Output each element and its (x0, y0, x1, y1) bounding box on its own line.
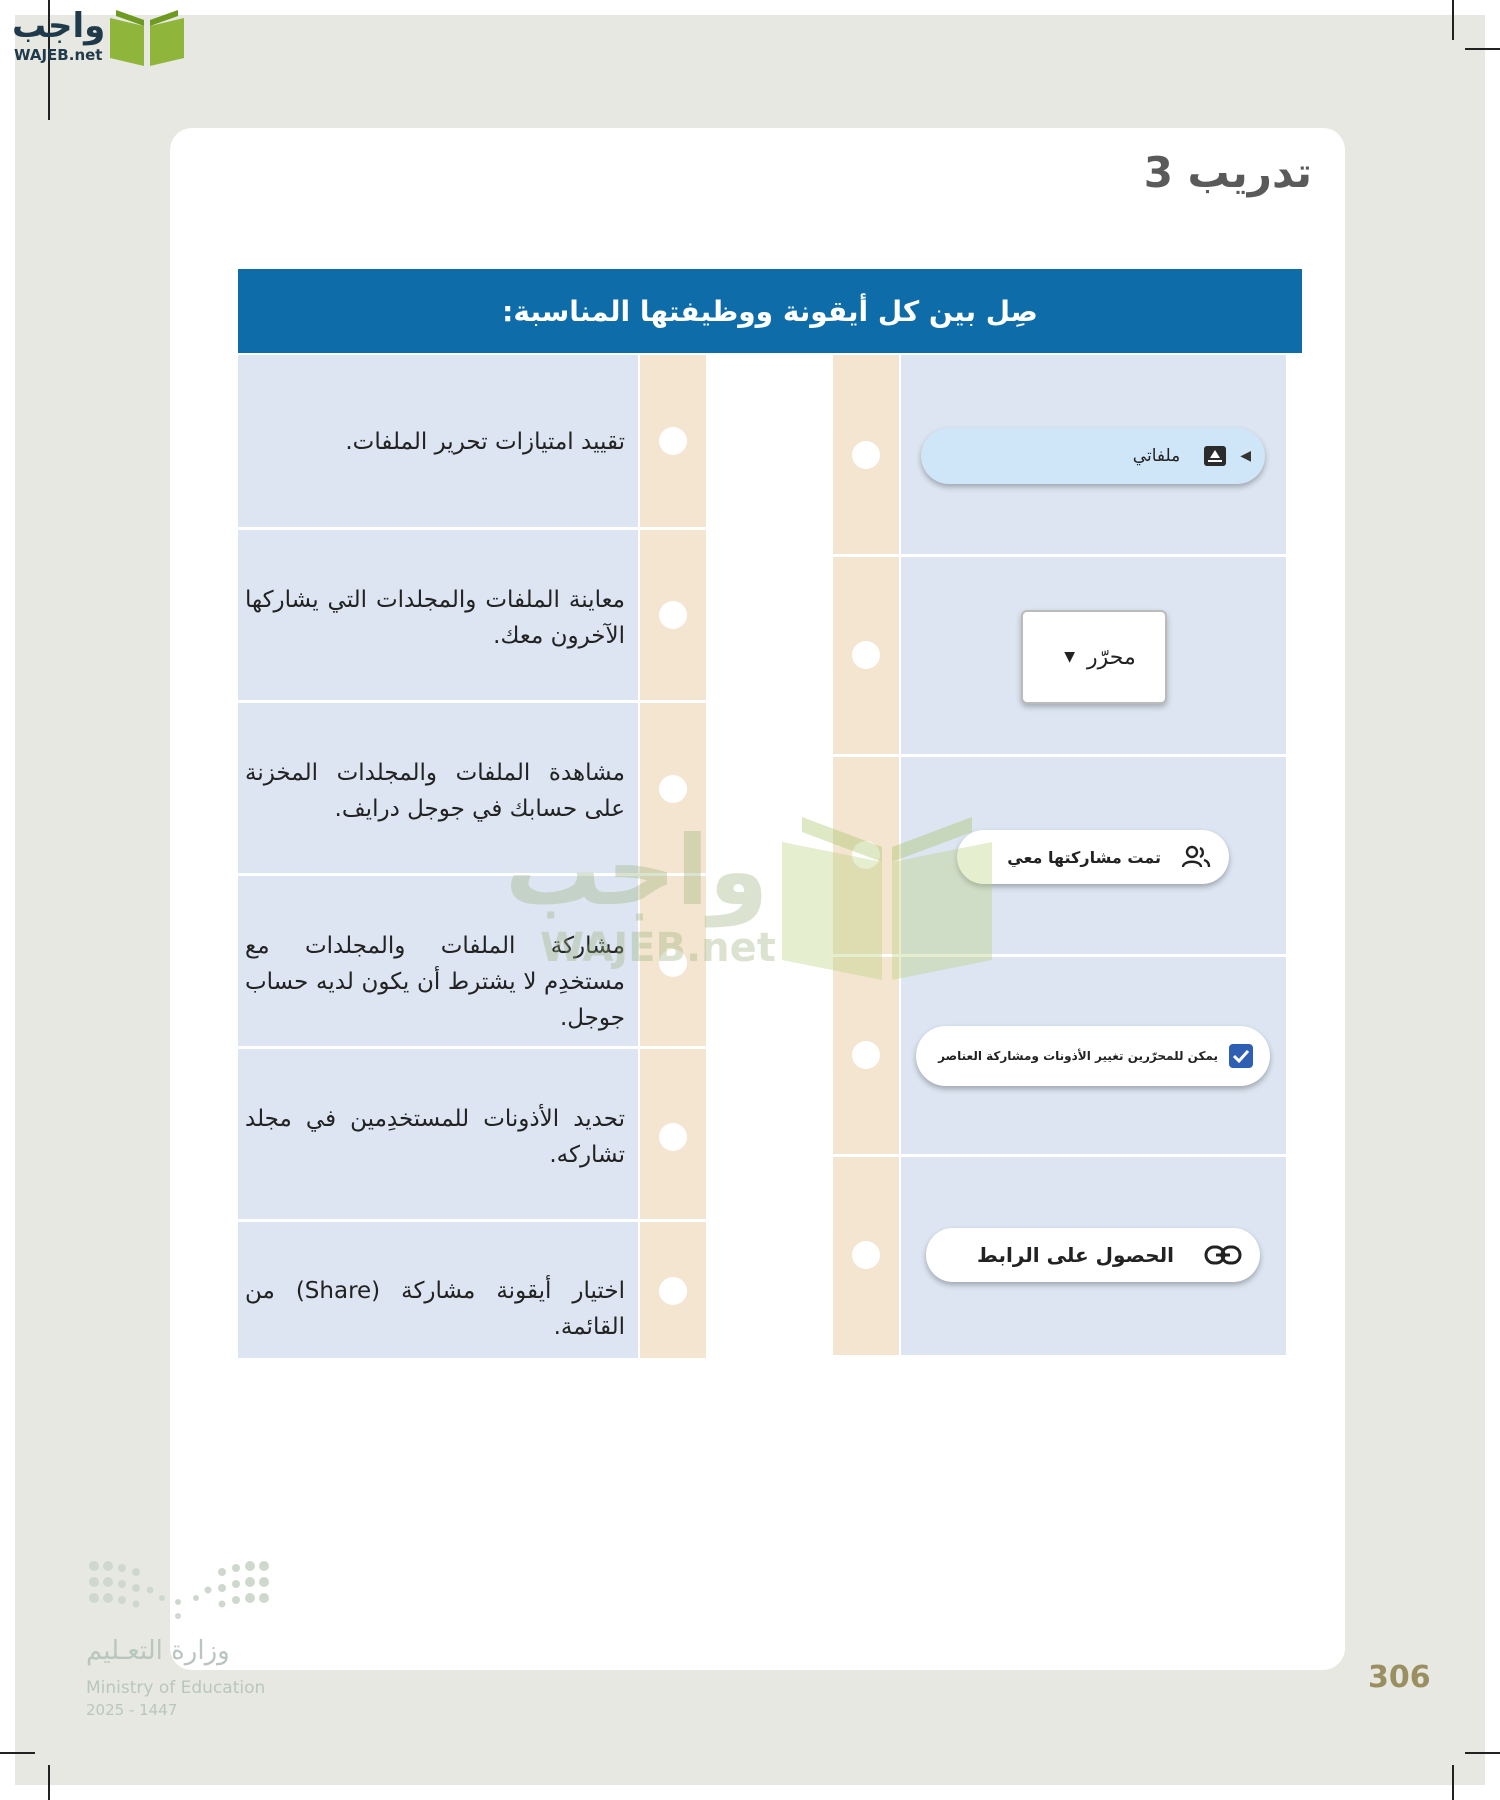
description-shared-preview: معاينة الملفات والمجلدات التي يشاركها الآخرون معك. (245, 587, 625, 649)
row-divider (833, 1154, 1286, 1157)
row-divider (238, 527, 706, 530)
get-link-chip[interactable] (926, 1228, 1260, 1282)
row-divider (833, 554, 1286, 557)
book-logo-icon (106, 8, 188, 68)
row-divider (833, 754, 1286, 757)
instruction-text: صِل بين كل أيقونة ووظيفتها المناسبة: (502, 294, 1038, 328)
crop-mark (1465, 48, 1500, 50)
ministry-english: Ministry of Education (86, 1678, 266, 1698)
my-files-label: ملفاتي (1132, 446, 1181, 466)
exercise-title: تدريب 3 (1143, 148, 1312, 197)
match-dot-right[interactable] (852, 441, 880, 469)
match-dot-left[interactable] (659, 1123, 687, 1151)
logo-latin: WAJEB.net (14, 46, 103, 64)
crop-mark (1465, 1752, 1500, 1754)
editor-label: محرّر (1087, 644, 1136, 670)
caret-down-icon: ▼ (1064, 649, 1076, 665)
crop-mark (1452, 0, 1454, 40)
watermark-book-icon (772, 812, 1002, 982)
description-restrict-edit: تقييد امتيازات تحرير الملفات. (345, 429, 625, 455)
drive-icon (1202, 443, 1228, 469)
checkbox-checked-icon[interactable] (1228, 1043, 1254, 1069)
row-divider (238, 1219, 706, 1222)
site-logo (10, 6, 190, 68)
description-permissions: تحديد الأذونات للمستخدِمين في مجلد تشاركه. (245, 1106, 625, 1168)
link-icon (1204, 1244, 1242, 1266)
match-dot-left[interactable] (659, 427, 687, 455)
people-icon (1181, 845, 1211, 869)
match-dot-right[interactable] (852, 1241, 880, 1269)
row-divider (238, 700, 706, 703)
get-link-label: الحصول على الرابط (977, 1243, 1174, 1267)
instruction-banner (238, 269, 1302, 353)
watermark-arabic: واجب (505, 815, 769, 927)
crop-mark (1452, 1765, 1454, 1800)
crop-mark (48, 1765, 50, 1800)
match-dot-left[interactable] (659, 601, 687, 629)
row-divider (238, 1046, 706, 1049)
chevron-right-icon: ◀ (1240, 448, 1251, 464)
editors-permission-label: يمكن للمحرّرين تغيير الأذونات ومشاركة العناصر (938, 1049, 1218, 1063)
description-my-drive: مشاهدة الملفات والمجلدات المخزنة على حسابك في جوجل درايف. (245, 760, 625, 822)
match-dot-right[interactable] (852, 1041, 880, 1069)
ministry-arabic: وزارة التعـليم (86, 1636, 230, 1666)
logo-arabic: واجب (12, 6, 106, 46)
watermark-latin: WAJEB.net (540, 925, 776, 971)
match-dot-left[interactable] (659, 1277, 687, 1305)
match-dot-right[interactable] (852, 641, 880, 669)
description-share-link: مشاركة الملفات والمجلدات مع مستخدِم لا يشترط أن يكون لديه حساب جوجل. (245, 933, 625, 1031)
my-files-chip[interactable] (921, 428, 1265, 484)
editor-role-dropdown[interactable] (1021, 610, 1167, 704)
ministry-year: 2025 - 1447 (86, 1701, 178, 1719)
description-share-icon: اختيار أيقونة مشاركة (Share) من القائمة. (245, 1278, 625, 1340)
editors-permission-chip[interactable] (916, 1026, 1270, 1086)
shared-with-me-label: تمت مشاركتها معي (1007, 847, 1161, 867)
ministry-dots-logo (86, 1558, 272, 1622)
watermark (500, 815, 1020, 995)
match-dot-left[interactable] (659, 775, 687, 803)
page-number: 306 (1368, 1660, 1431, 1695)
crop-mark (0, 1752, 35, 1754)
